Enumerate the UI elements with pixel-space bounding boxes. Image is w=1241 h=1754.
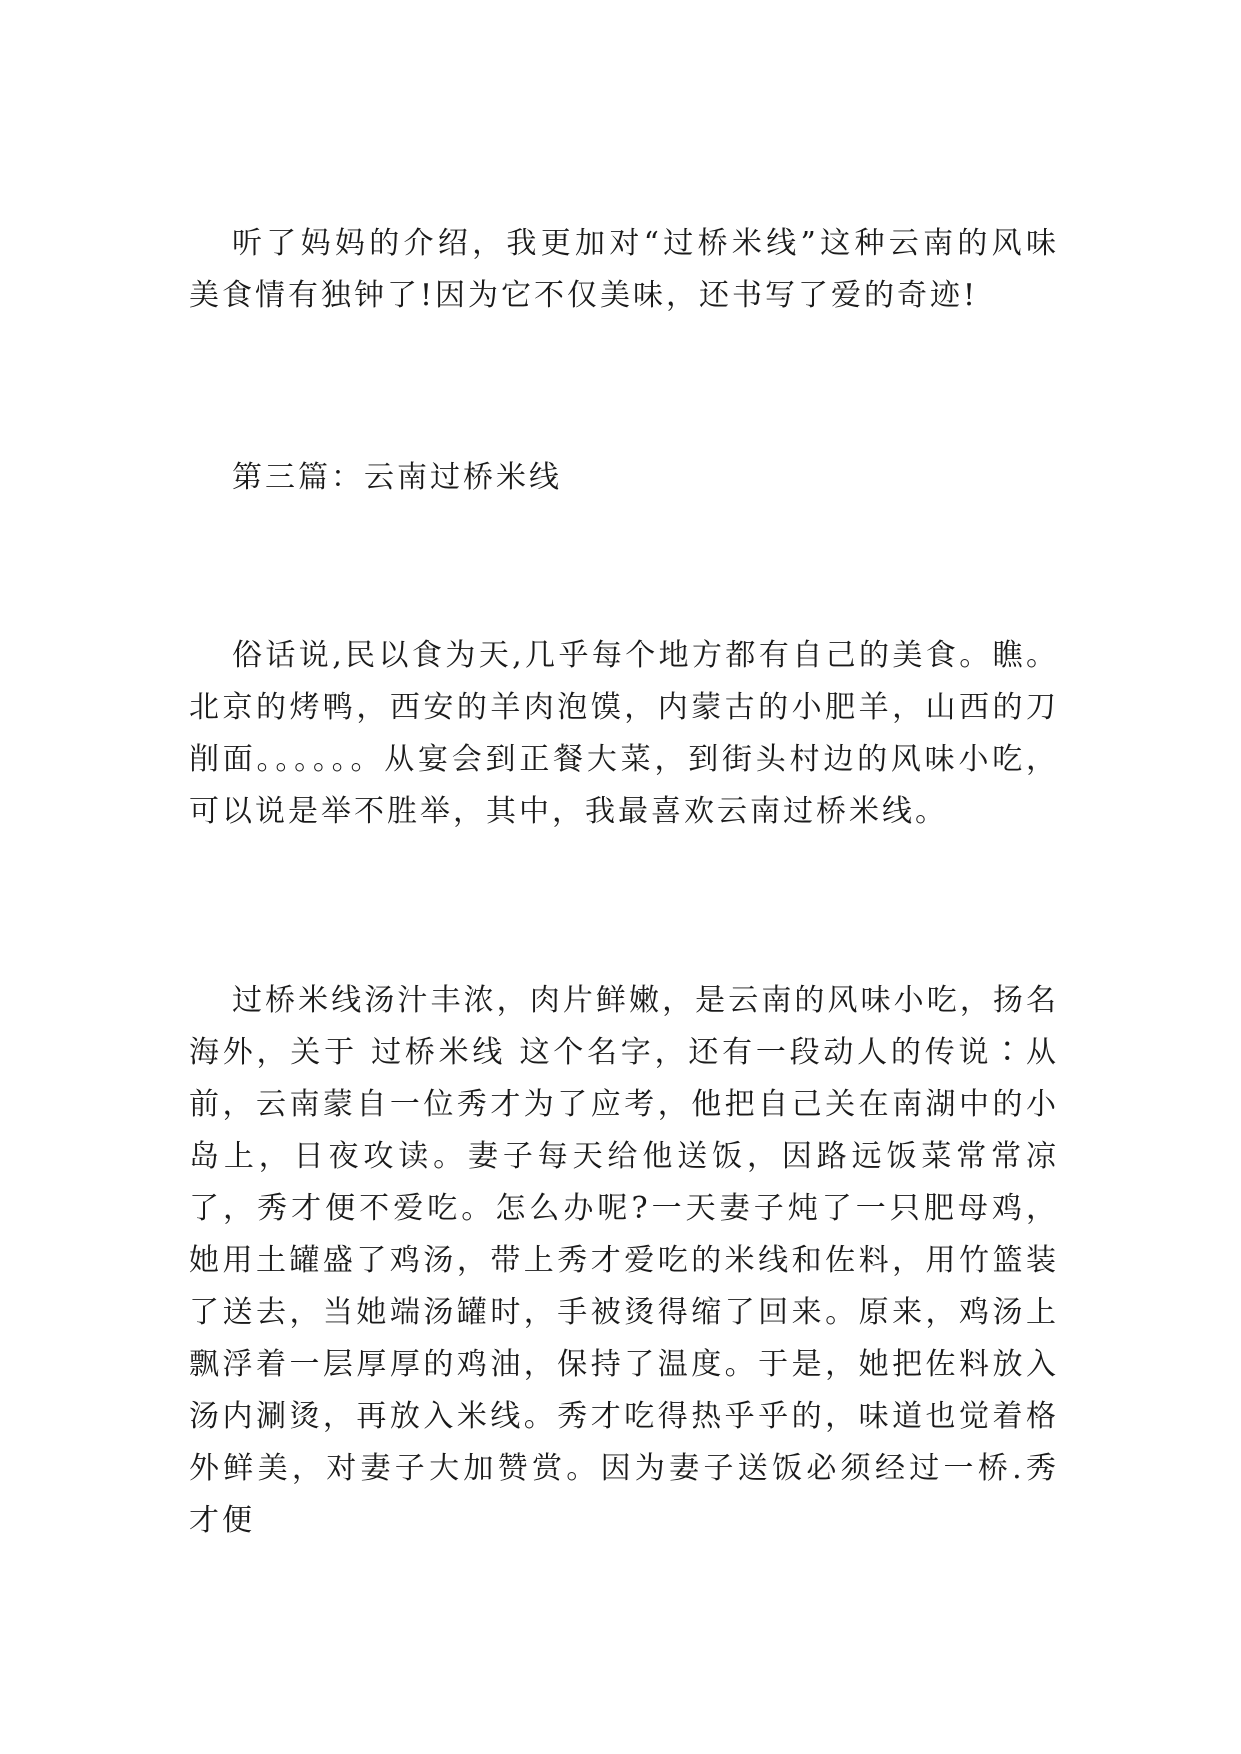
paragraph-intro-ending: 听了妈妈的介绍，我更加对“过桥米线”这种云南的风味美食情有独钟了!因为它不仅美味，还书写了爱的奇迹! [189,226,1059,313]
paragraph-legend: 过桥米线汤汁丰浓，肉片鲜嫩，是云南的风味小吃，扬名海外，关于 过桥米线 这个名字，还有一段动人的传说∶从前，云南蒙自一位秀才为了应考，他把自己关在南湖中的小岛上，日夜攻读。妻子每天给他送饭，因路远饭菜常常凉了，秀才便不爱吃。怎么办呢?一天妻子炖了一只肥母鸡，她用土罐盛了鸡汤，带上秀才爱吃的米线和佐料，用竹篮装了送去，当她端汤罐时，手被烫得缩了回来。原来，鸡汤上飘浮着一层厚厚的鸡油，保持了温度。于是，她把佐料放入汤内涮烫，再放入米线。秀才吃得热乎乎的，味道也觉着格外鲜美，对妻子大加赞赏。因为妻子送饭必须经过一桥.秀才便 [189,983,1059,1538]
paragraph-food-overview: 俗话说,民以食为天,几乎每个地方都有自己的美食。瞧。北京的烤鸭，西安的羊肉泡馍，内蒙古的小肥羊，山西的刀削面。。。。。。从宴会到正餐大菜，到街头村边的风味小吃，可以说是举不胜举，其中，我最喜欢云南过桥米线。 [189,638,1059,829]
section-heading: 第三篇：云南过桥米线 [232,460,562,495]
